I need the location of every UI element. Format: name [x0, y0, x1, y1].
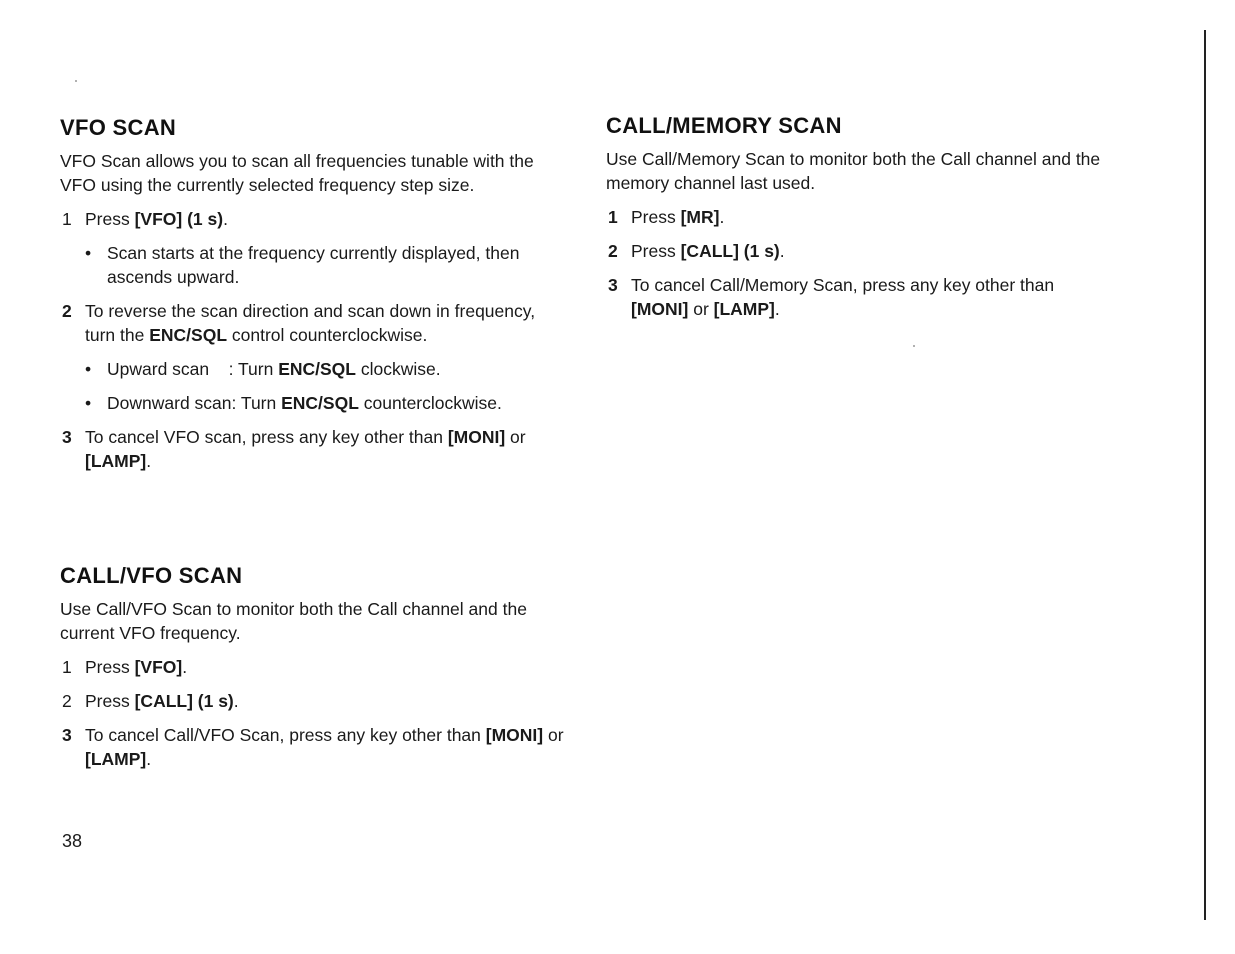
control-name: ENC/SQL: [281, 393, 359, 413]
step-text: To cancel Call/VFO Scan, press any key other than: [85, 725, 486, 745]
step-text: To reverse the scan direction and scan down in frequency, turn the: [85, 301, 536, 345]
scan-speck: [913, 345, 915, 347]
step-2: [60, 689, 570, 713]
key-name: [MONI]: [631, 299, 689, 319]
bullet-item: [60, 241, 570, 289]
bullet-text: clockwise.: [355, 359, 441, 379]
step-3: [60, 425, 570, 473]
step-number: 1: [62, 657, 72, 677]
vfo-scan-section: [60, 115, 570, 483]
step-3: [60, 723, 570, 771]
step-text: Press: [85, 657, 135, 677]
section-title: CALL/MEMORY SCAN: [606, 113, 842, 138]
step-number: 2: [62, 691, 72, 711]
section-title: VFO SCAN: [60, 115, 177, 140]
call-vfo-scan-section: [60, 563, 570, 781]
section-title: CALL/VFO SCAN: [60, 563, 243, 588]
step-2: [606, 239, 1106, 263]
step-number: 1: [608, 207, 618, 227]
step-text: .: [146, 451, 152, 471]
step-number: 2: [62, 301, 72, 321]
page-edge-rule: [1204, 30, 1206, 920]
scan-speck: [75, 80, 77, 82]
bullet-dot: •: [85, 243, 92, 263]
step-number: 3: [62, 427, 72, 447]
bullet-dot: •: [85, 393, 92, 413]
step-text: Press: [631, 241, 681, 261]
step-text: To cancel Call/Memory Scan, press any key other than: [631, 275, 1055, 295]
step-text: To cancel VFO scan, press any key other than: [85, 427, 448, 447]
control-name: ENC/SQL: [278, 359, 356, 379]
page-number: 38: [62, 831, 83, 851]
step-text: .: [223, 209, 228, 229]
step-number: 1: [62, 209, 72, 229]
step-text: or: [505, 427, 526, 447]
step-text: .: [719, 207, 725, 227]
bullet-text: counterclockwise.: [358, 393, 502, 413]
key-name: [VFO] (1 s): [134, 209, 224, 229]
call-memory-scan-section: [606, 113, 1106, 331]
key-name: [MR]: [680, 207, 720, 227]
step-text: or: [543, 725, 564, 745]
key-name: [CALL] (1 s): [680, 241, 780, 261]
step-1: [60, 655, 570, 679]
step-number: 2: [608, 241, 618, 261]
section-intro: Use Call/VFO Scan to monitor both the Call channel and the current VFO frequency.: [60, 599, 527, 643]
step-text: control counterclockwise.: [227, 325, 428, 345]
key-name: [MONI]: [447, 427, 506, 447]
section-intro: VFO Scan allows you to scan all frequencies tunable with the VFO using the currently selected frequency step size.: [60, 151, 534, 195]
bullet-text: Upward scan : Turn: [107, 359, 279, 379]
step-text: Press: [85, 691, 135, 711]
key-name: [LAMP]: [713, 299, 775, 319]
key-name: [VFO]: [134, 657, 183, 677]
step-text: .: [779, 241, 785, 261]
step-text: .: [774, 299, 780, 319]
key-name: [MONI]: [485, 725, 544, 745]
step-1: [60, 207, 570, 231]
step-text: .: [182, 657, 188, 677]
step-number: 3: [608, 275, 618, 295]
control-name: ENC/SQL: [149, 325, 228, 345]
key-name: [LAMP]: [85, 749, 147, 769]
bullet-item: [60, 357, 570, 381]
step-text: or: [688, 299, 714, 319]
step-text: .: [233, 691, 239, 711]
step-number: 3: [62, 725, 72, 745]
bullet-item: [60, 391, 570, 415]
step-text: Press: [631, 207, 681, 227]
bullet-dot: •: [85, 359, 92, 379]
section-intro: Use Call/Memory Scan to monitor both the Call channel and the memory channel last used.: [606, 149, 1101, 193]
step-text: Press: [85, 209, 135, 229]
key-name: [LAMP]: [85, 451, 147, 471]
key-name: [CALL] (1 s): [134, 691, 234, 711]
step-2: [60, 299, 570, 347]
bullet-text: Scan starts at the frequency currently displayed, then ascends upward.: [107, 243, 520, 287]
bullet-text: Downward scan: Turn: [107, 393, 282, 413]
step-text: .: [146, 749, 152, 769]
step-1: [606, 205, 1106, 229]
step-3: [606, 273, 1106, 321]
